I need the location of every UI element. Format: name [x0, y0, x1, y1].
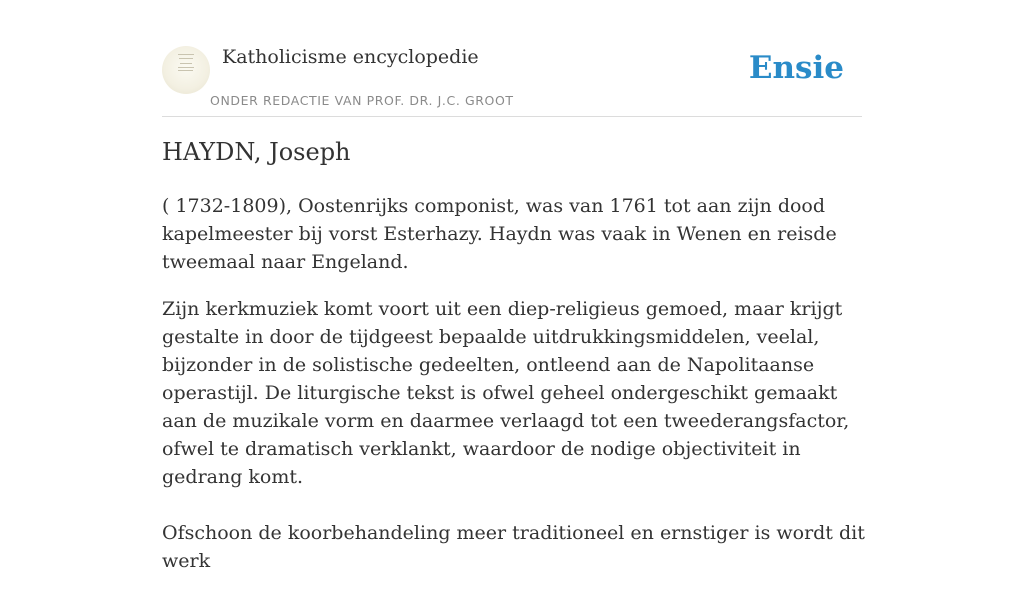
page: [162, 0, 865, 572]
book-editor: ONDER REDACTIE VAN PROF. DR. J.C. GROOT: [210, 93, 514, 108]
cover-line: [180, 63, 192, 64]
entry-title: HAYDN, Joseph: [162, 138, 351, 166]
book-title[interactable]: Katholicisme encyclopedie: [222, 46, 479, 68]
entry-paragraph: Zijn kerkmuziek komt voort uit een diep-religieus gemoed, maar krijgt gestalte in door de tijdgeest bepaalde uitdrukkingsmiddelen, veelal, bijzonder in de solistische gedeelten, ontleend aan de Napolitaanse operastijl. De liturgische tekst is ofwel geheel ondergeschikt gemaakt aan de muzikale vorm en daarmee verlaagd tot een tweederangsfactor, ofwel te dramatisch verklankt, waardoor de nodige objectiviteit in gedrang komt.: [162, 298, 850, 488]
cover-line: [178, 54, 194, 55]
cover-line: [178, 70, 193, 71]
book-cover-thumbnail[interactable]: [162, 46, 210, 94]
entry-paragraph: ( 1732-1809), Oostenrijks componist, was van 1761 tot aan zijn dood kapelmeester bij vorst Esterhazy. Haydn was vaak in Wenen en reisde tweemaal naar Engeland.: [162, 195, 837, 273]
entry-paragraph: Ofschoon de koorbehandeling meer traditioneel en ernstiger is wordt dit werk: [162, 522, 865, 572]
site-logo[interactable]: Ensie: [748, 50, 844, 86]
cover-line: [178, 67, 194, 68]
cover-line: [179, 58, 193, 59]
header: [162, 0, 862, 117]
entry-body: [162, 192, 867, 594]
